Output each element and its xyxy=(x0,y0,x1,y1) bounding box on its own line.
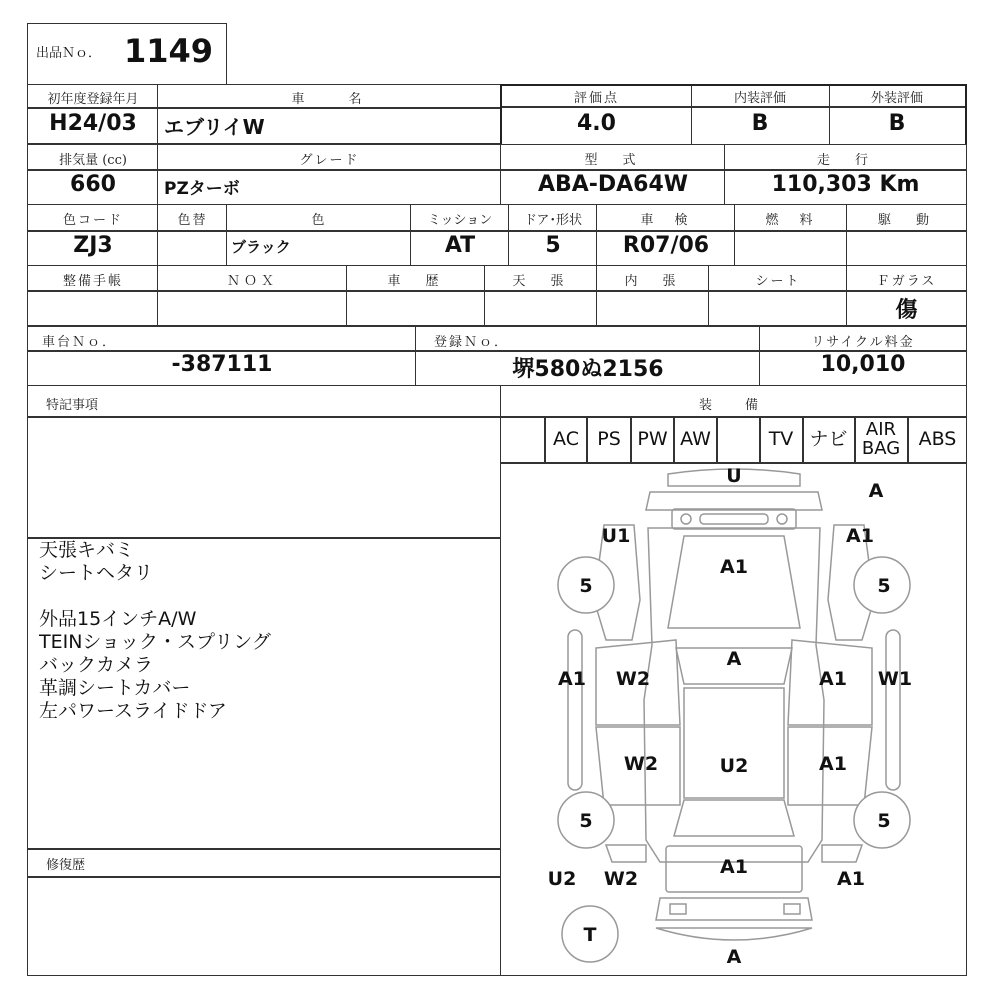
mileage-label: 走 行 xyxy=(816,153,874,168)
nox-cell xyxy=(157,265,348,326)
mark-tire-rl: 5 xyxy=(579,810,593,832)
color-cell xyxy=(226,204,412,266)
first-reg-value: H24/03 xyxy=(49,111,137,136)
car-name-cell xyxy=(157,84,502,144)
exterior-value: B xyxy=(888,111,906,136)
first-reg-cell xyxy=(27,84,159,144)
mark-rear-left-w2: W2 xyxy=(603,868,639,890)
nox-label: ＮＯＸ xyxy=(226,274,278,289)
seat-cell xyxy=(708,265,848,326)
body-outline xyxy=(644,528,824,862)
recycle-cell xyxy=(759,326,967,386)
ceiling-label: 天 張 xyxy=(512,274,570,289)
right-rear-quarter xyxy=(822,845,862,862)
transmission-value: AT xyxy=(444,233,476,258)
hood xyxy=(668,536,800,628)
equip-item-blank-2 xyxy=(717,416,760,462)
rear-bumper-lower xyxy=(656,928,812,940)
mark-right-side-w1: W1 xyxy=(877,668,913,690)
car-diagram xyxy=(502,463,965,974)
color-code-label: 色コード xyxy=(62,213,123,228)
equip-item-pw: PW xyxy=(637,427,668,450)
seat-label: シート xyxy=(755,274,801,289)
mark-rear-left-u2: U2 xyxy=(547,868,577,890)
recycle-label: リサイクル料金 xyxy=(811,335,915,350)
repaint-label: 色替 xyxy=(177,213,208,228)
transmission-label: ミッション xyxy=(427,213,493,228)
chassis-cell xyxy=(27,326,417,386)
equip-item-navi: ナビ xyxy=(809,427,848,450)
car-name-value: エブリイW xyxy=(164,115,265,139)
transmission-cell xyxy=(410,204,510,266)
remarks-label: 特記事項 xyxy=(46,398,99,413)
front-bumper-lower xyxy=(646,492,822,510)
doors-value: 5 xyxy=(545,233,561,258)
mark-left-rear-door-w2: W2 xyxy=(623,753,659,775)
grade-value: PZターボ xyxy=(164,179,240,199)
reg-no-value: 堺580ぬ2156 xyxy=(512,357,664,382)
chassis-label: 車台Ｎｏ． xyxy=(42,335,118,350)
repaint-cell xyxy=(157,204,228,266)
inspection-cell xyxy=(596,204,736,266)
history-label: 車 歴 xyxy=(387,274,445,289)
mark-top-u: U xyxy=(726,465,742,487)
doors-cell xyxy=(508,204,598,266)
grade-cell xyxy=(157,144,502,205)
mark-rear-right-a1: A1 xyxy=(837,868,865,890)
service-book-label: 整備手帳 xyxy=(62,274,123,289)
equip-item-ac: AC xyxy=(553,427,579,450)
ceiling-cell xyxy=(484,265,598,326)
repair-history-label: 修復歴 xyxy=(46,858,86,873)
lot-box xyxy=(27,23,227,85)
inspection-label: 車 検 xyxy=(640,213,692,228)
mark-left-door-w2: W2 xyxy=(615,668,651,690)
mark-hood-a1: A1 xyxy=(720,556,748,578)
rear-window xyxy=(674,800,794,836)
mark-rear-bumper-a: A xyxy=(726,946,742,968)
history-cell xyxy=(346,265,486,326)
mark-tire-fl: 5 xyxy=(579,575,593,597)
equipment-label: 装 備 xyxy=(698,398,768,413)
mark-roof-u2: U2 xyxy=(719,755,749,777)
equip-item-airbag: AIR BAG xyxy=(861,419,901,459)
score-value: 4.0 xyxy=(577,111,616,136)
mark-right-rear-door-a1: A1 xyxy=(819,753,847,775)
interior-trim-label: 内 張 xyxy=(624,274,682,289)
doors-label: ドア･形状 xyxy=(523,213,583,228)
model-label: 型 式 xyxy=(584,153,642,168)
fuel-cell xyxy=(734,204,848,266)
equip-item-ps: PS xyxy=(597,427,621,450)
displacement-value: 660 xyxy=(70,172,116,197)
f-glass-cell xyxy=(846,265,967,326)
drive-label: 駆 動 xyxy=(877,213,935,228)
left-sill xyxy=(568,630,582,790)
displacement-label: 排気量 (cc) xyxy=(59,153,127,168)
color-label: 色 xyxy=(311,213,327,228)
interior-label: 内装評価 xyxy=(733,91,786,106)
mark-tailgate-a1: A1 xyxy=(720,856,748,878)
first-reg-label: 初年度登録年月 xyxy=(47,92,139,107)
mark-roof-a: A xyxy=(726,648,742,670)
lot-label: 出品Ｎｏ． xyxy=(36,46,102,61)
roof xyxy=(684,688,784,798)
equip-item-aw: AW xyxy=(680,427,711,450)
mark-tire-fr: 5 xyxy=(877,575,891,597)
displacement-cell xyxy=(27,144,159,205)
reg-no-cell xyxy=(415,326,761,386)
mark-right-fender-a1: A1 xyxy=(846,525,874,547)
right-sill xyxy=(886,630,900,790)
lot-number: 1149 xyxy=(124,32,214,70)
left-rear-quarter xyxy=(606,845,646,862)
mark-right-door-a1: A1 xyxy=(819,668,847,690)
service-book-cell xyxy=(27,265,159,326)
equip-item-abs: ABS xyxy=(918,427,957,450)
exterior-label: 外装評価 xyxy=(870,91,923,106)
score-label: 評価点 xyxy=(573,91,619,106)
mark-spare-t: T xyxy=(583,924,597,946)
grade-label: グレード xyxy=(299,153,360,168)
interior-value: B xyxy=(751,111,769,136)
chassis-value: -387111 xyxy=(171,352,273,377)
mark-left-side-a1: A1 xyxy=(558,668,586,690)
recycle-value: 10,010 xyxy=(820,352,906,377)
mark-left-fender-u1: U1 xyxy=(601,525,631,547)
mileage-value: 110,303 Km xyxy=(771,172,920,197)
equipment-row xyxy=(500,416,967,462)
rear-bumper xyxy=(656,898,812,920)
interior-cell xyxy=(691,86,830,144)
mark-tire-rr: 5 xyxy=(877,810,891,832)
fuel-label: 燃 料 xyxy=(765,213,817,228)
exterior-cell xyxy=(829,86,965,144)
color-code-cell xyxy=(27,204,159,266)
remarks-panel xyxy=(27,385,502,976)
f-glass-value: 傷 xyxy=(895,297,918,323)
reg-no-label: 登録Ｎｏ． xyxy=(434,335,510,350)
drive-cell xyxy=(846,204,967,266)
inspection-value: R07/06 xyxy=(622,233,710,258)
color-code-value: ZJ3 xyxy=(73,233,113,258)
interior-trim-cell xyxy=(596,265,710,326)
remarks-text: 天張キバミ シートヘタリ 外品15インチA/W TEINショック・スプリング バックカメラ 革調シートカバー 左パワースライドドア xyxy=(39,539,271,722)
equip-item-tv: TV xyxy=(768,427,794,450)
f-glass-label: Ｆガラス xyxy=(876,274,937,289)
car-name-label: 車 名 xyxy=(291,92,368,107)
equip-item-blank-1 xyxy=(500,416,545,462)
mark-top-right-a: A xyxy=(868,480,884,502)
model-cell xyxy=(500,144,726,205)
model-value: ABA-DA64W xyxy=(537,172,689,197)
mileage-cell xyxy=(724,144,967,205)
color-value: ブラック xyxy=(231,238,291,256)
score-cell xyxy=(502,86,692,144)
